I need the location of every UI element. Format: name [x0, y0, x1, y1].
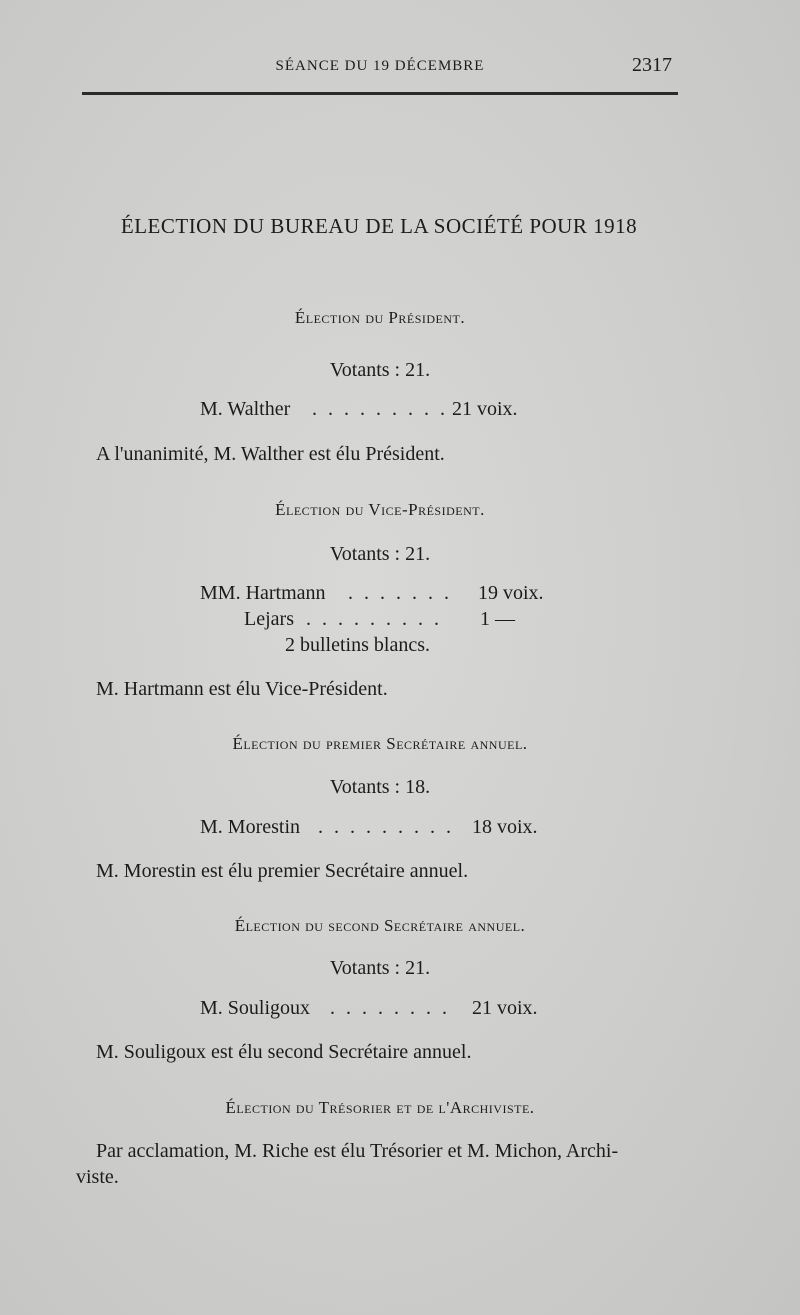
- tresorier-heading: Élection du Trésorier et de l'Archiviste.: [225, 1098, 535, 1117]
- president-candidate-name: M. Walther: [200, 398, 291, 420]
- vp-candidate-1-dots: . . . . . . .: [348, 582, 452, 604]
- premier-secretaire-candidate-votes: 18 voix.: [472, 816, 538, 838]
- premier-secretaire-heading: Élection du premier Secrétaire annuel.: [232, 734, 528, 753]
- president-result: A l'unanimité, M. Walther est élu Président.: [96, 443, 445, 465]
- vp-candidate-1-votes: 19 voix.: [478, 582, 544, 604]
- vice-president-heading: Élection du Vice-Président.: [275, 500, 485, 519]
- president-dots: . . . . . . . . .: [312, 398, 448, 420]
- second-secretaire-candidate-name: M. Souligoux: [200, 997, 311, 1019]
- premier-secretaire-result: M. Morestin est élu premier Secrétaire annuel.: [96, 860, 469, 882]
- premier-secretaire-candidate-name: M. Morestin: [200, 816, 300, 838]
- vp-candidate-2-name: Lejars: [244, 608, 294, 630]
- vice-president-result: M. Hartmann est élu Vice-Président.: [96, 678, 388, 700]
- second-secretaire-heading: Élection du second Secrétaire annuel.: [234, 916, 526, 935]
- second-secretaire-result: M. Souligoux est élu second Secrétaire annuel.: [96, 1041, 472, 1063]
- tresorier-result-line-1: Par acclamation, M. Riche est élu Trésorier et M. Michon, Archi-: [96, 1140, 619, 1162]
- vice-president-votants: Votants : 21.: [329, 543, 431, 565]
- running-header: SÉANCE DU 19 DÉCEMBRE: [275, 58, 485, 74]
- vp-candidate-1-name: MM. Hartmann: [200, 582, 326, 604]
- president-votants: Votants : 21.: [329, 359, 431, 381]
- second-secretaire-candidate-votes: 21 voix.: [472, 997, 538, 1019]
- header-rule: [82, 92, 678, 95]
- president-heading: Élection du Président.: [294, 308, 466, 327]
- premier-secretaire-votants: Votants : 18.: [329, 776, 431, 798]
- premier-secretaire-dots: . . . . . . . . .: [318, 816, 454, 838]
- page-number: 2317: [632, 54, 672, 76]
- tresorier-result-line-2: viste.: [76, 1166, 119, 1188]
- vp-candidate-2-votes: 1 —: [480, 608, 515, 630]
- second-secretaire-dots: . . . . . . . .: [330, 997, 450, 1019]
- second-secretaire-votants: Votants : 21.: [329, 957, 431, 979]
- vp-blank-ballots: 2 bulletins blancs.: [285, 634, 430, 656]
- president-candidate-votes: 21 voix.: [452, 398, 518, 420]
- section-title: ÉLECTION DU BUREAU DE LA SOCIÉTÉ POUR 1918: [120, 214, 638, 238]
- vp-candidate-2-dots: . . . . . . . . .: [306, 608, 442, 630]
